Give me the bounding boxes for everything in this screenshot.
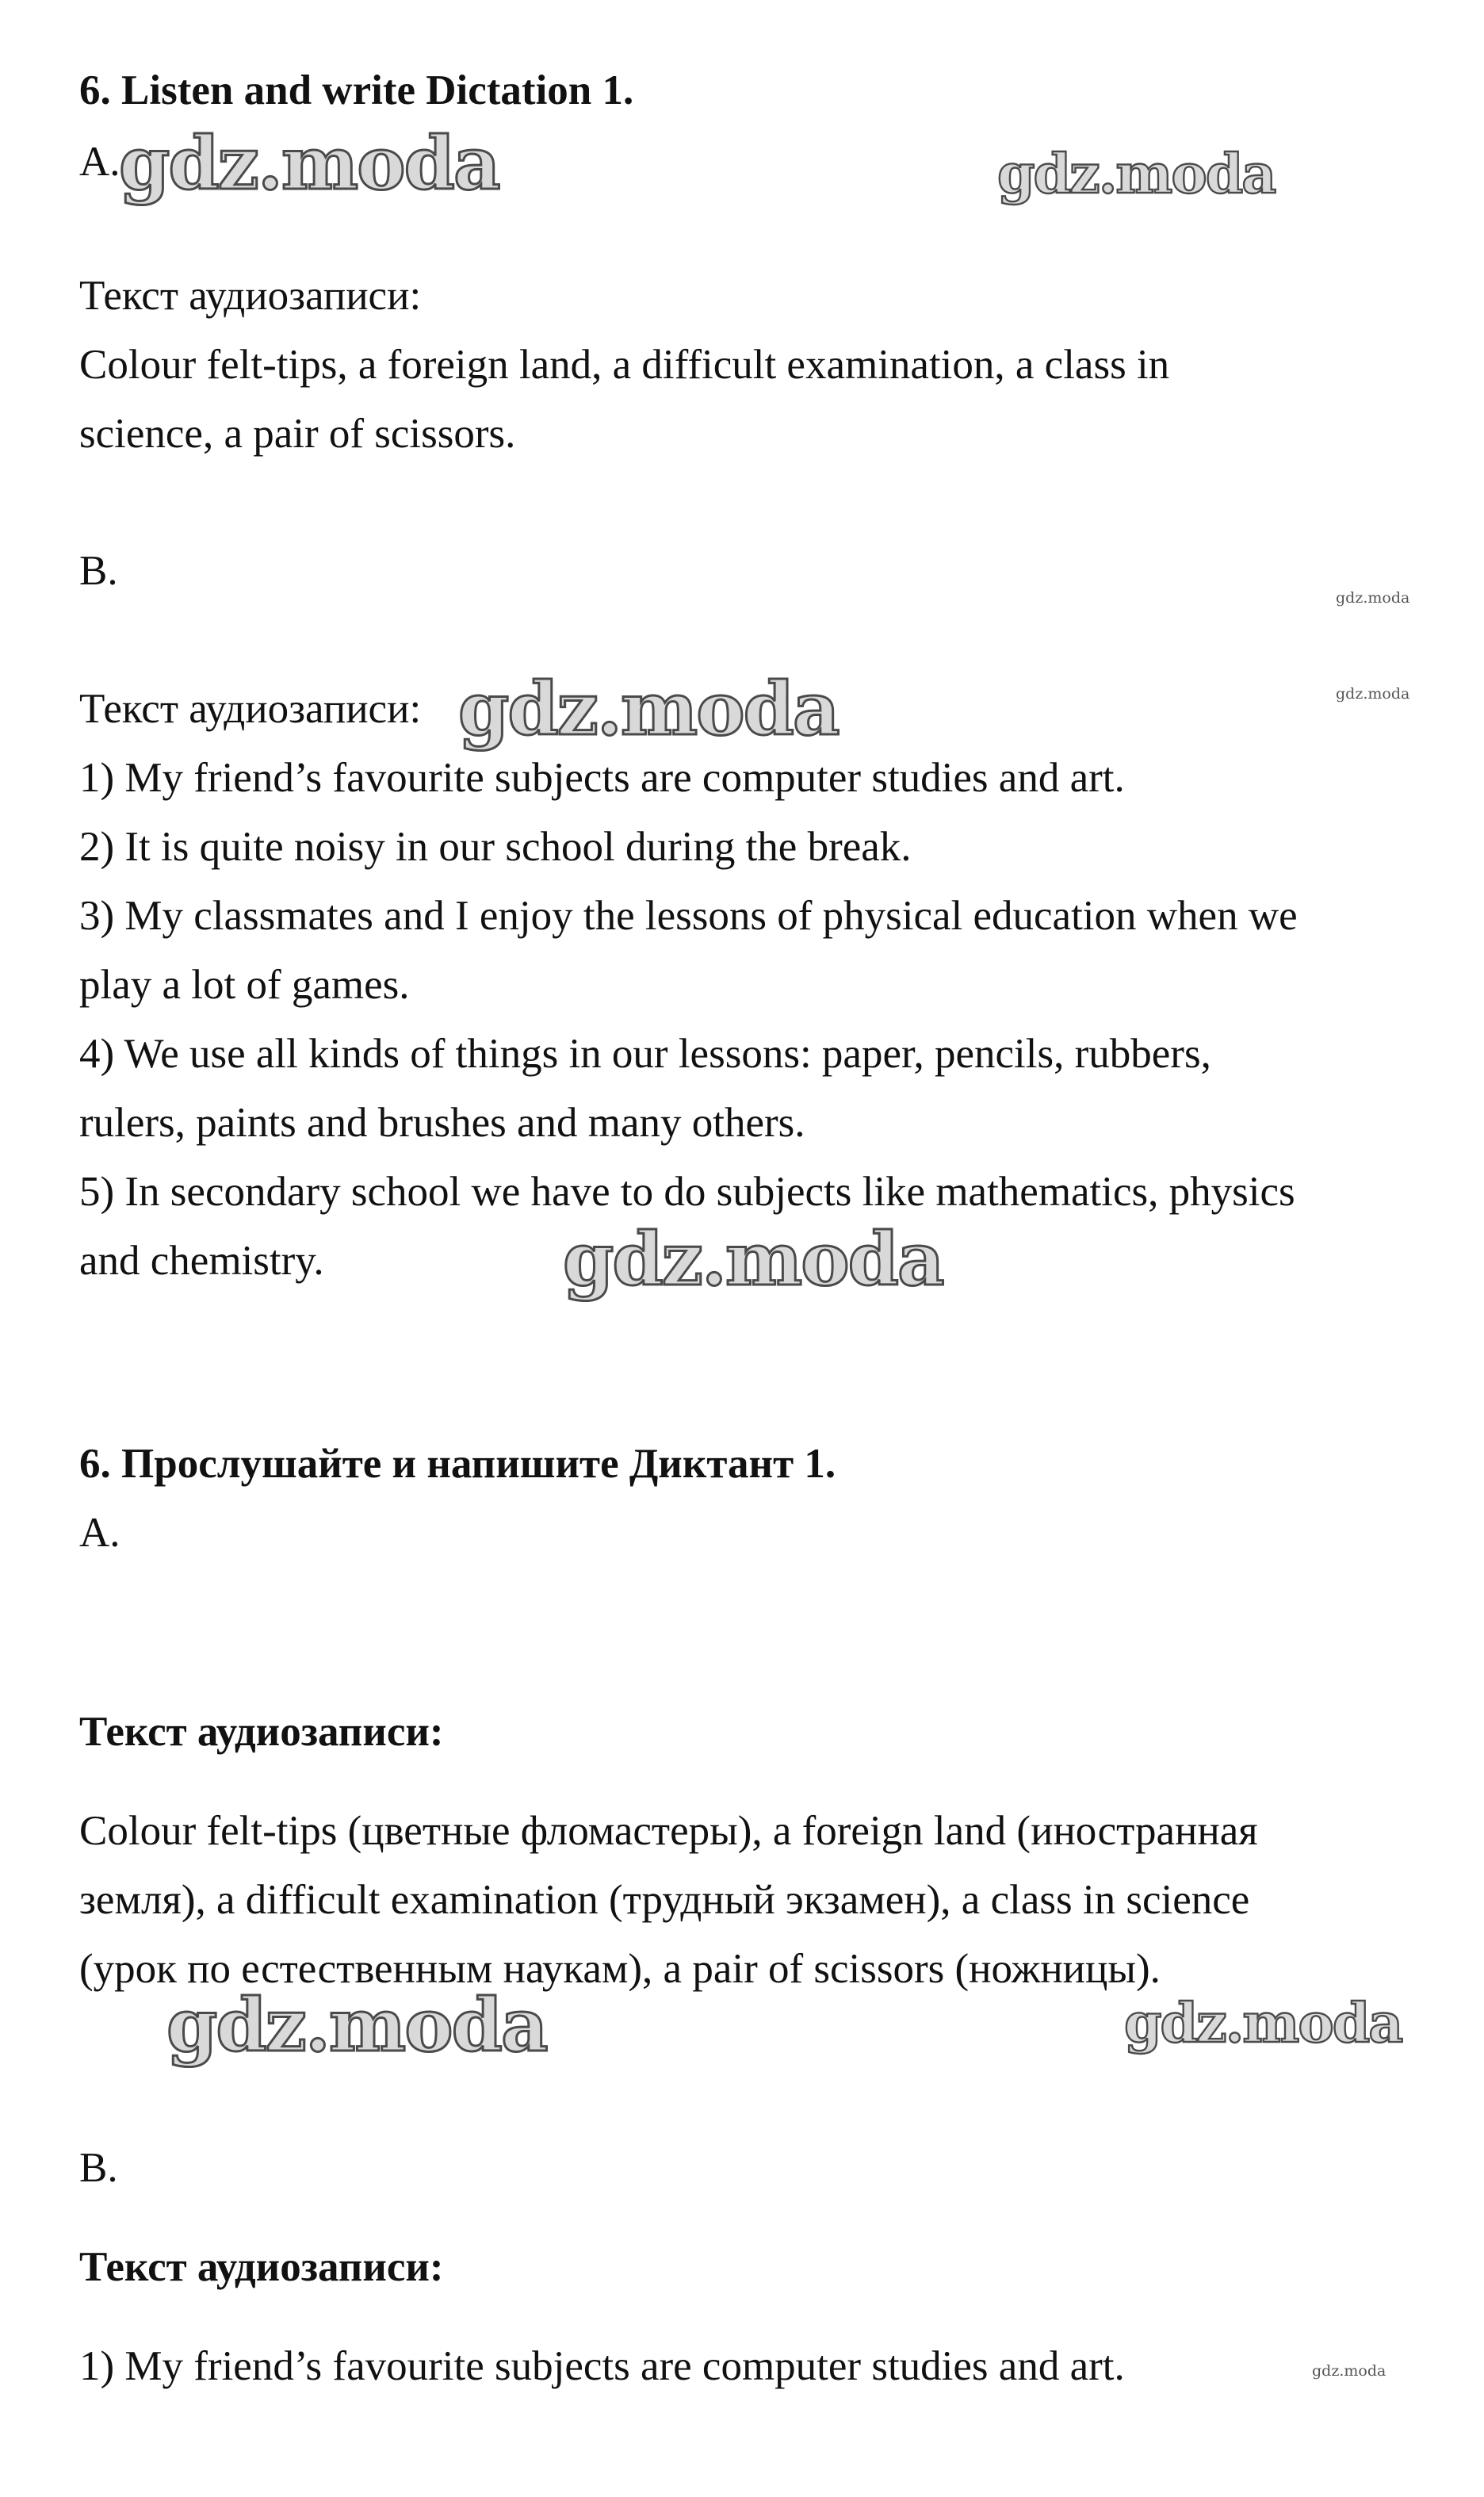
sentence-line: play a lot of games. [79,962,410,1008]
part-b-audio-label-ru: Текст аудиозаписи: [79,2244,444,2290]
sentence-line: rulers, paints and brushes and many others. [79,1100,805,1146]
sentence-line: 1) My friend’s favourite subjects are computer studies and art. [79,755,1125,801]
watermark: gdz.moda [1312,2362,1386,2380]
heading-ru: 6. Прослушайте и напишите Диктант 1. [79,1441,836,1487]
watermark: gdz.moda [1336,685,1410,703]
sentence-line: 5) In secondary school we have to do subjects like mathematics, physics [79,1169,1295,1215]
audio-label-en: Текст аудиозаписи: [79,273,422,319]
part-b-audio-label-en: Текст аудиозаписи: [79,686,422,732]
part-a-text-ru-line-2: земля), a difficult examination (трудный экзамен), a class in science [79,1877,1250,1923]
sentence-line-ru: 1) My friend’s favourite subjects are computer studies and art. [79,2343,1125,2389]
sentence-line: 2) It is quite noisy in our school during the break. [79,824,912,870]
watermark: gdz.moda [1336,589,1410,607]
sentence-line: and chemistry. [79,1238,324,1284]
watermark: gdz.moda [997,143,1276,206]
part-a-label-en: A. [79,139,120,185]
part-a-text-ru-line-3: (урок по естественным наукам), a pair of scissors (ножницы). [79,1946,1161,1992]
part-a-text-ru-line-1: Colour felt-tips (цветные фломастеры), a foreign land (иностранная [79,1808,1258,1854]
part-a-text-line-2: science, a pair of scissors. [79,411,516,457]
watermark: gdz.moda [166,1982,547,2068]
part-b-label-en: B. [79,548,118,594]
part-a-label-ru: А. [79,1510,120,1556]
watermark: gdz.moda [119,121,499,206]
part-b-label-ru: B. [79,2145,118,2191]
audio-label-ru: Текст аудиозаписи: [79,1709,444,1755]
watermark: gdz.moda [458,666,839,752]
sentence-line: 4) We use all kinds of things in our lessons: paper, pencils, rubbers, [79,1031,1211,1077]
watermark: gdz.moda [563,1216,943,1302]
watermark: gdz.moda [1124,1992,1402,2055]
sentence-line: 3) My classmates and I enjoy the lessons of physical education when we [79,893,1298,939]
heading-en: 6. Listen and write Dictation 1. [79,67,634,113]
part-a-text-line-1: Colour felt-tips, a foreign land, a difficult examination, a class in [79,342,1170,388]
